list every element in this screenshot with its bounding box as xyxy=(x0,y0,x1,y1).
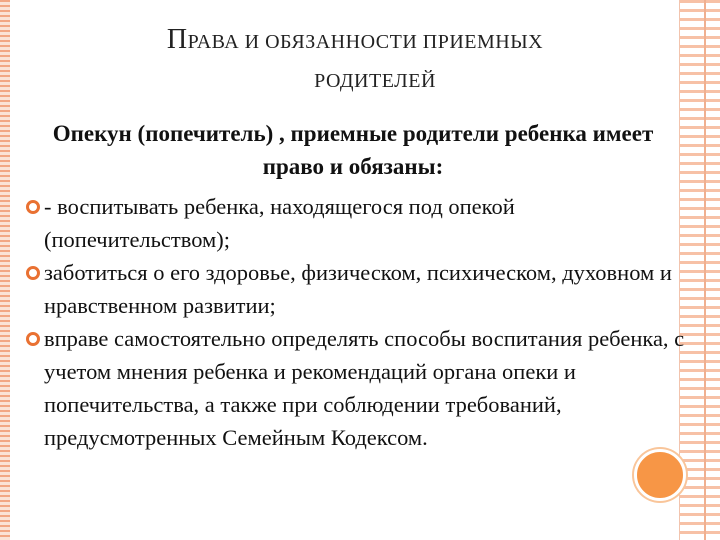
bullet-ring-icon xyxy=(26,266,40,280)
bullet-item xyxy=(30,322,686,454)
bullet-text: вправе самостоятельно определять способы воспитания ребенка, с учетом мнения ребенка и рекомендаций органа опеки и попечительства, а также при соблюдении требований, предусмотренных Семейным Кодексом. xyxy=(44,326,685,450)
bullet-list xyxy=(30,190,686,454)
slide-title xyxy=(0,24,680,93)
title-line-1-text: РАВА И ОБЯЗАННОСТИ ПРИЕМНЫХ xyxy=(187,31,544,53)
bullet-ring-icon xyxy=(26,200,40,214)
bullet-ring-icon xyxy=(26,332,40,346)
title-line-2: РОДИТЕЛЕЙ xyxy=(314,70,436,92)
bullet-text: - воспитывать ребенка, находящегося под опекой (попечительством); xyxy=(44,194,515,252)
bullet-text: заботиться о его здоровье, физическом, психическом, духовном и нравственном развитии; xyxy=(44,260,672,318)
bullet-item xyxy=(30,190,686,256)
slide-subtitle: Опекун (попечитель) , приемные родители ребенка имеет право и обязаны: xyxy=(52,121,654,179)
decorative-circle xyxy=(634,449,686,501)
title-line-1 xyxy=(0,24,680,56)
bullet-item xyxy=(30,256,686,322)
title-initial-cap: П xyxy=(166,24,188,55)
right-border-line xyxy=(704,0,706,540)
